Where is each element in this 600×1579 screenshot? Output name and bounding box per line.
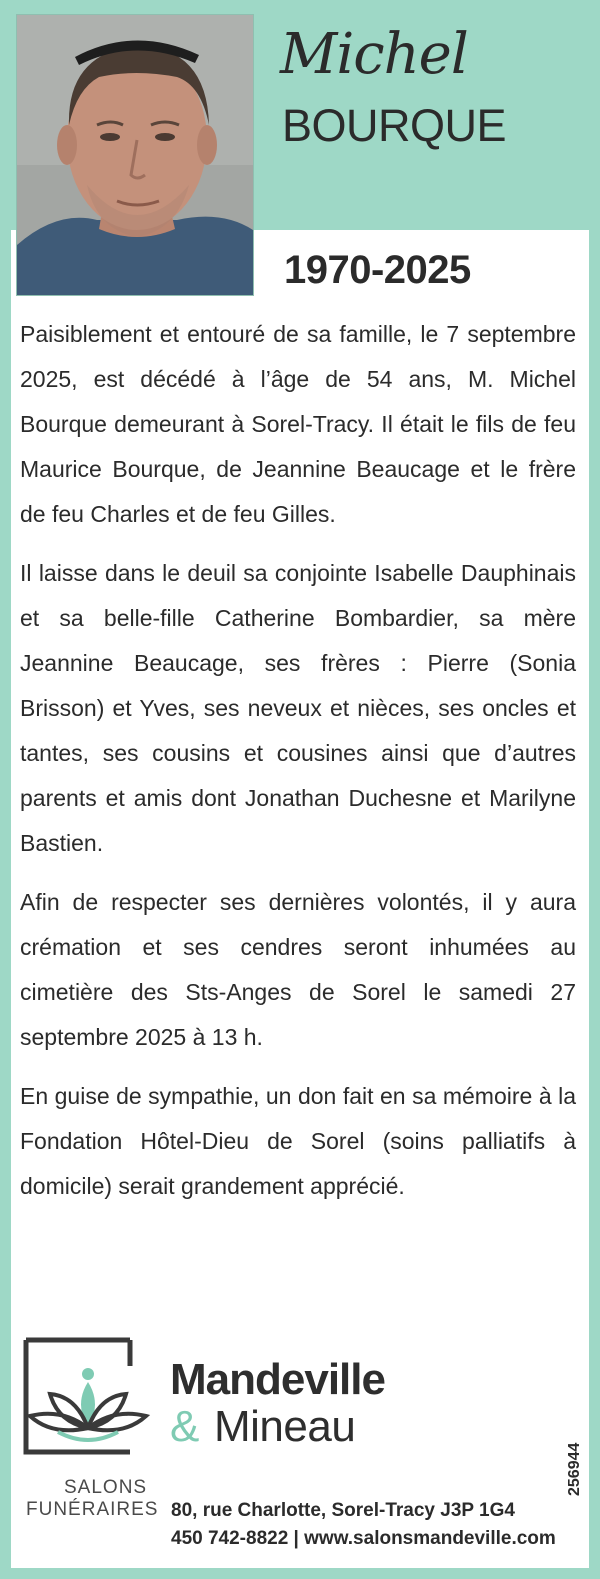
lotus-logo-icon — [22, 1336, 152, 1456]
paragraph-survivors: Il laisse dans le deuil sa conjointe Isabelle Dauphinais et sa belle-fille Catherine Bombardier, sa mère Jeannine Beaucage, ses frères : Pierre (Sonia Brisson) et Yves, ses neveux et nièces, ses oncles et tantes, ses cousins et cousines ainsi que d’autres parents et amis dont Jonathan Duchesne et Marilyne Bastien. — [20, 560, 576, 856]
reference-number: 256944 — [566, 1442, 583, 1496]
paragraph-funeral-details: Afin de respecter ses dernières volontés, il y aura crémation et ses cendres seront inhumées au cimetière des Sts-Anges de Sorel le samedi 27 septembre 2025 à 13 h. — [20, 889, 576, 1050]
life-years: 1970-2025 — [284, 248, 471, 292]
obituary-text — [20, 312, 576, 1223]
paragraph-donation: En guise de sympathie, un don fait en sa mémoire à la Fondation Hôtel-Dieu de Sorel (soins palliatifs à domicile) serait grandement apprécié. — [20, 1083, 576, 1199]
portrait-illustration — [17, 15, 253, 295]
paragraph-death-announcement: Paisiblement et entouré de sa famille, le 7 septembre 2025, est décédé à l’âge de 54 ans, M. Michel Bourque demeurant à Sorel-Tracy. Il était le fils de feu Maurice Bourque, de Jeannine Beaucage et le frère de feu Charles et de feu Gilles. — [20, 321, 576, 527]
last-name: BOURQUE — [282, 100, 507, 151]
tagline-funeraires: FUNÉRAIRES — [26, 1499, 159, 1520]
first-name: Michel — [280, 22, 468, 87]
portrait-photo — [16, 14, 254, 296]
brand-name-mineau: Mineau — [214, 1402, 356, 1451]
funeral-home-contact: 450 742-8822 | www.salonsmandeville.com — [171, 1528, 556, 1549]
brand-ampersand: & — [170, 1402, 200, 1451]
funeral-home-address: 80, rue Charlotte, Sorel-Tracy J3P 1G4 — [171, 1500, 515, 1521]
tagline-salons: SALONS — [64, 1477, 148, 1498]
brand-name-mandeville: Mandeville — [170, 1355, 385, 1404]
